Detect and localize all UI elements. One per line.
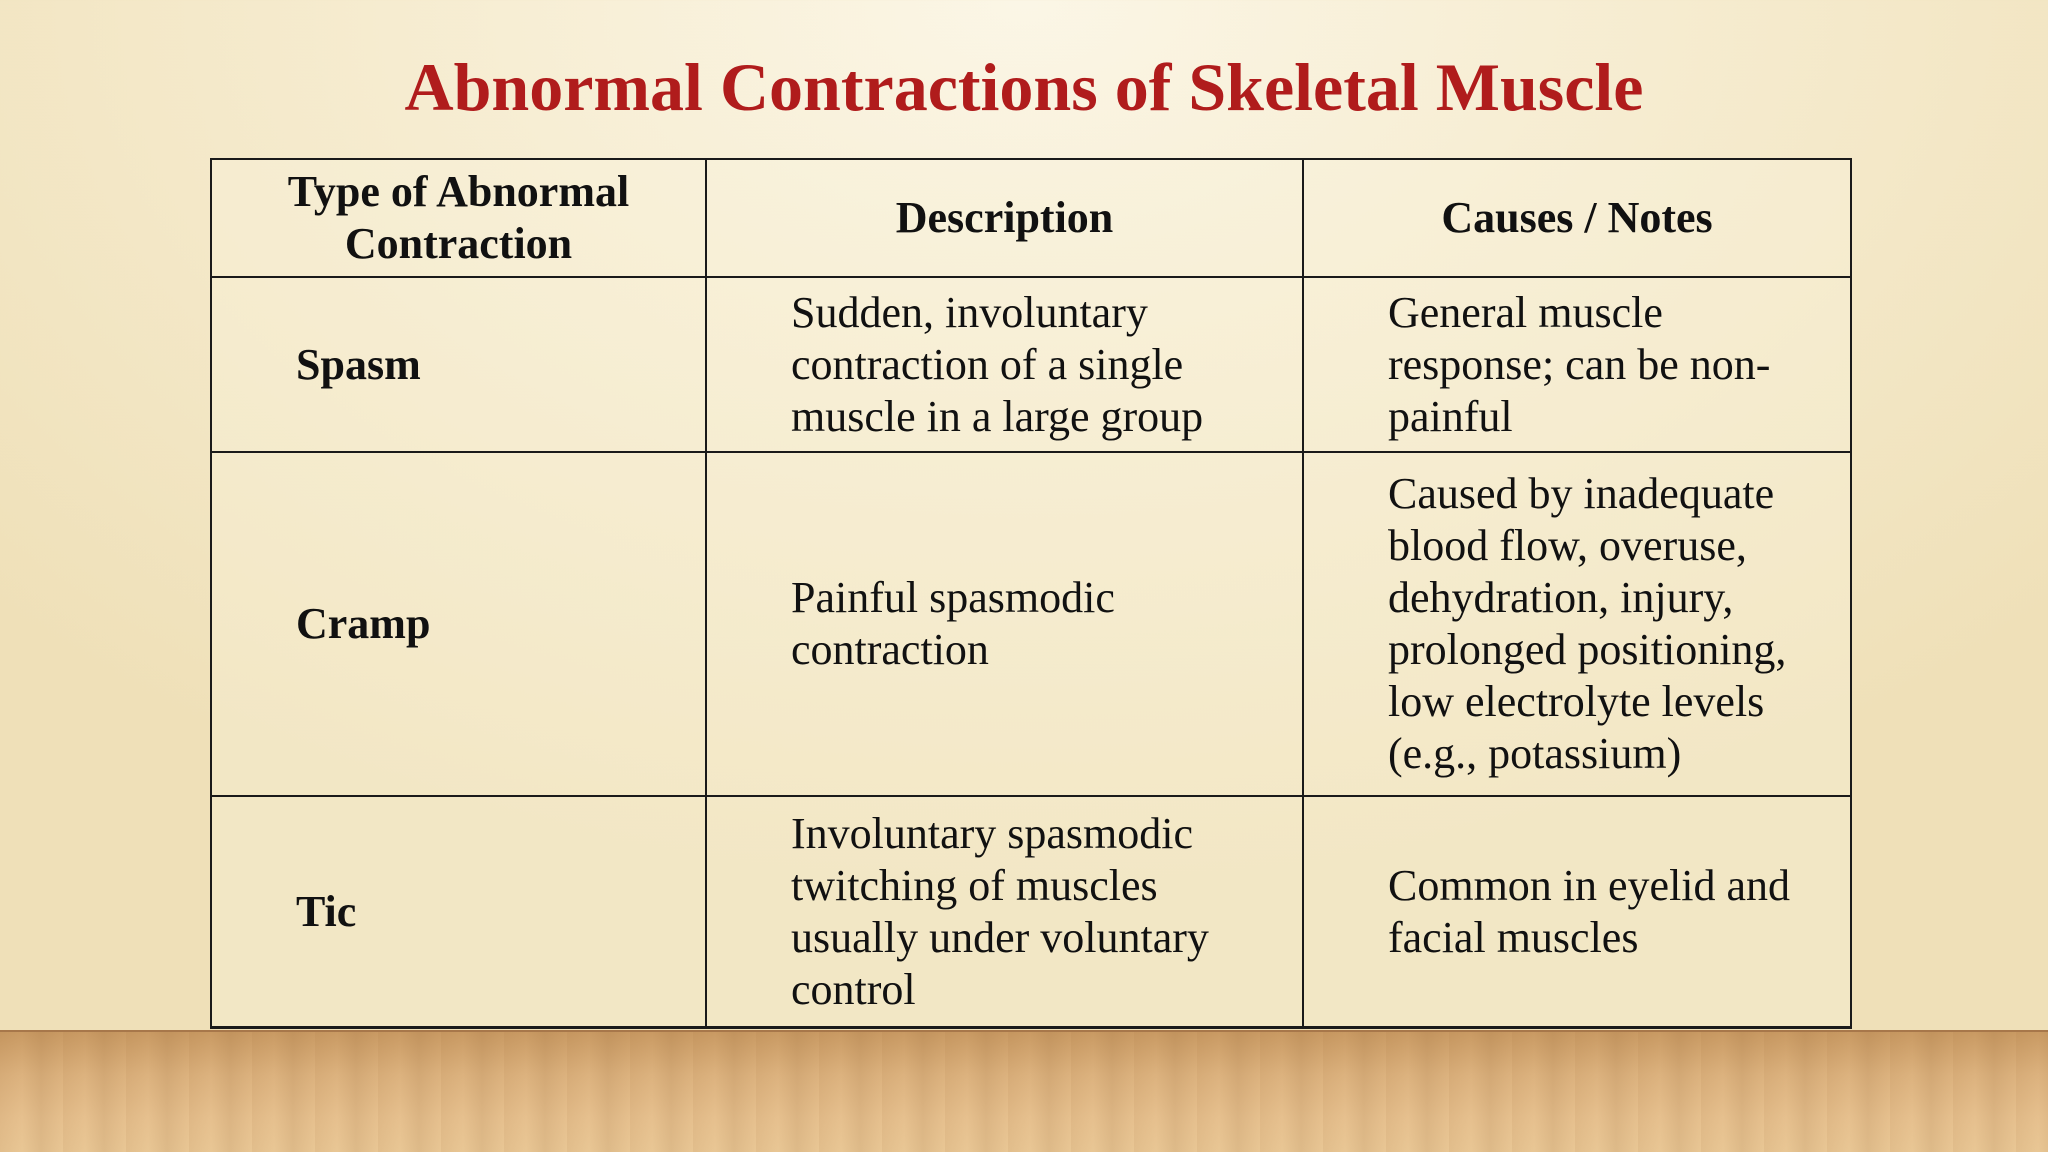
cell-notes: Caused by inadequate blood flow, overuse, dehydration, injury, prolonged positioning, low electrolyte levels (e.g., potassium): [1303, 452, 1851, 796]
cell-description: Sudden, involuntary contraction of a single muscle in a large group: [706, 277, 1303, 452]
cell-notes: General muscle response; can be non-painful: [1303, 277, 1851, 452]
wood-floor-background: [0, 1030, 2048, 1152]
slide-title: Abnormal Contractions of Skeletal Muscle: [404, 49, 1644, 125]
cell-type: Tic: [211, 796, 706, 1028]
header-type: Type of Abnormal Contraction: [211, 159, 706, 277]
table-header-row: [211, 159, 1851, 277]
contractions-table: [210, 158, 1852, 1029]
table-row-spasm: [211, 277, 1851, 452]
cell-description: Involuntary spasmodic twitching of muscles usually under voluntary control: [706, 796, 1303, 1028]
cell-type: Cramp: [211, 452, 706, 796]
table-row-tic: [211, 796, 1851, 1028]
cell-description: Painful spasmodic contraction: [706, 452, 1303, 796]
table-row-cramp: [211, 452, 1851, 796]
cell-notes: Common in eyelid and facial muscles: [1303, 796, 1851, 1028]
header-causes-notes: Causes / Notes: [1303, 159, 1851, 277]
header-description: Description: [706, 159, 1303, 277]
cell-type: Spasm: [211, 277, 706, 452]
